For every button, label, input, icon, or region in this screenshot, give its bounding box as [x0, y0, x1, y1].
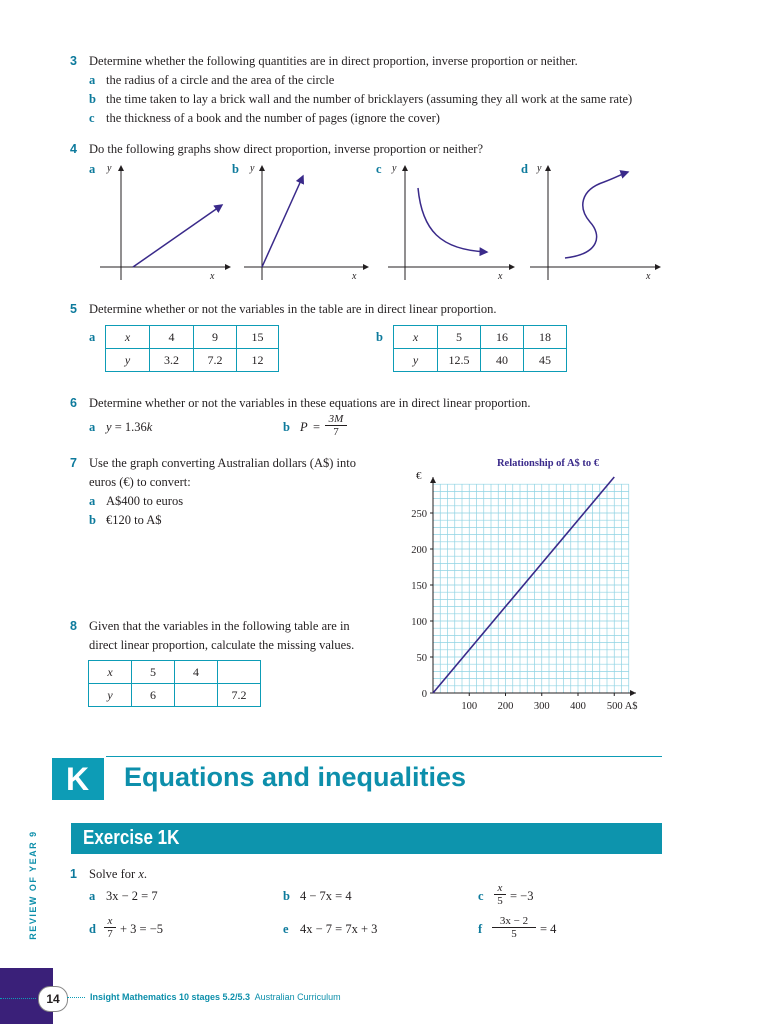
ex1c-rest: = −3 — [510, 889, 534, 903]
table-cell: 45 — [524, 349, 567, 372]
q7a-text: A$400 to euros — [106, 494, 184, 508]
table-cell: x — [89, 661, 132, 684]
table-cell: x — [106, 326, 150, 349]
graph-d-curve — [565, 172, 628, 258]
table-row — [394, 349, 567, 372]
x-tick-label: 100 — [461, 701, 478, 712]
ex1d-denominator: 7 — [107, 928, 113, 940]
q3c-text: the thickness of a book and the number of pages (ignore the cover) — [106, 111, 440, 125]
y-tick-label: 250 — [411, 509, 427, 520]
q7a-label: a — [89, 494, 96, 508]
q6b-numerator: 3M — [325, 413, 347, 426]
q4-number: 4 — [70, 142, 77, 156]
ex1d-label: d — [89, 922, 96, 936]
footer-book: Insight Mathematics 10 stages 5.2/5.3 — [90, 992, 251, 1002]
q7-number: 7 — [70, 456, 77, 470]
ex1d-rest: + 3 = −5 — [120, 922, 164, 936]
chart-title: Relationship of A$ to € — [496, 458, 600, 469]
graph-a-curve — [133, 205, 222, 267]
q4c-label: c — [376, 162, 382, 176]
graph-d — [530, 166, 660, 280]
table-cell: 12 — [237, 349, 279, 372]
q6a-label: a — [89, 420, 96, 434]
table-cell: 4 — [175, 661, 218, 684]
q6-number: 6 — [70, 396, 77, 410]
q5-text: Determine whether or not the variables in the table are in direct linear proportion. — [89, 302, 497, 316]
table-cell — [175, 684, 218, 707]
q4-text: Do the following graphs show direct proportion, inverse proportion or neither? — [89, 142, 484, 156]
section-rule — [106, 756, 662, 757]
ex1f-label: f — [478, 922, 483, 936]
graph-b-curve — [262, 176, 303, 267]
ex1a-label: a — [89, 889, 96, 903]
q6b-label: b — [283, 420, 290, 434]
ex1e-equation: 4x − 7 = 7x + 3 — [300, 922, 378, 936]
q3-text: Determine whether the following quantities are in direct proportion, inverse proportion or neither. — [89, 54, 578, 68]
q6a-var: k — [146, 420, 153, 434]
table-cell: 40 — [481, 349, 524, 372]
table-cell: x — [394, 326, 438, 349]
x-tick-label: 500 A$ — [606, 701, 638, 712]
y-axis-arrow — [430, 477, 436, 483]
ex1f-numerator: 3x − 2 — [492, 915, 536, 928]
table-row — [106, 349, 279, 372]
graph-b — [244, 166, 368, 280]
q6a-equation — [106, 420, 152, 435]
y-tick-label: 50 — [416, 653, 427, 664]
table-cell — [218, 661, 261, 684]
ex1d-fraction — [104, 915, 116, 940]
q6a-lhs: y — [106, 420, 112, 434]
ex1-text — [89, 867, 147, 882]
q7b-text: €120 to A$ — [106, 513, 162, 527]
graph-c-xlabel: x — [498, 271, 503, 282]
q3-number: 3 — [70, 54, 77, 68]
table-cell: 7.2 — [218, 684, 261, 707]
q8-line2: direct linear proportion, calculate the missing values. — [89, 638, 355, 652]
q8-line1: Given that the variables in the following table are in — [89, 619, 350, 633]
table-cell: 7.2 — [194, 349, 237, 372]
q6-text: Determine whether or not the variables in these equations are in direct linear proportion. — [89, 396, 531, 410]
q7b-label: b — [89, 513, 96, 527]
ex1-text-post: . — [143, 867, 147, 881]
q6b-fraction — [325, 413, 347, 438]
table-cell: 4 — [150, 326, 194, 349]
ex1-text-pre: Solve for — [89, 867, 136, 881]
section-title: Equations and inequalities — [124, 762, 467, 792]
table-row — [106, 326, 279, 349]
table-cell: 5 — [438, 326, 481, 349]
table-cell: 18 — [524, 326, 567, 349]
q4a-label: a — [89, 162, 96, 176]
footer-dots — [0, 998, 36, 999]
q5-number: 5 — [70, 302, 77, 316]
q4-graphs — [0, 0, 768, 300]
ex1f-rest: = 4 — [540, 922, 557, 936]
graph-b-xlabel: x — [352, 271, 357, 282]
q7-line2: euros (€) to convert: — [89, 475, 191, 489]
graph-d-ylabel: y — [537, 163, 542, 174]
currency-chart — [390, 465, 650, 720]
graph-b-ylabel: y — [250, 163, 255, 174]
q3b-text: the time taken to lay a brick wall and the number of bricklayers (assuming they all work at the same rate) — [106, 92, 633, 106]
ex1c-fraction — [494, 882, 506, 907]
ex1c-denominator: 5 — [497, 895, 503, 907]
graph-c-curve — [418, 188, 487, 252]
q5a-table — [105, 325, 279, 372]
table-cell: 12.5 — [438, 349, 481, 372]
table-cell: 16 — [481, 326, 524, 349]
ex1b-label: b — [283, 889, 290, 903]
chart-ylabel: € — [416, 470, 422, 482]
exercise-title: Exercise 1K — [83, 827, 180, 849]
table-cell: 3.2 — [150, 349, 194, 372]
q6b-denominator: 7 — [333, 426, 339, 438]
q8-number: 8 — [70, 619, 77, 633]
table-cell: 5 — [132, 661, 175, 684]
page-number: 14 — [38, 986, 68, 1012]
q7-line1: Use the graph converting Australian dollars (A$) into — [89, 456, 356, 470]
y-tick-label: 100 — [411, 617, 427, 628]
q4d-label: d — [521, 162, 528, 176]
sidebar-chapter-label: REVIEW OF YEAR 9 — [28, 830, 38, 940]
ex1-number: 1 — [70, 867, 77, 881]
ex1c-label: c — [478, 889, 484, 903]
q3a-label: a — [89, 73, 96, 87]
footer-text — [90, 992, 341, 1002]
q6b-lhs: P — [300, 420, 308, 434]
x-tick-label: 400 — [570, 701, 586, 712]
table-cell: y — [394, 349, 438, 372]
graph-d-xlabel: x — [646, 271, 651, 282]
footer-curriculum: Australian Curriculum — [254, 992, 341, 1002]
table-row — [89, 661, 261, 684]
graph-a-ylabel: y — [107, 163, 112, 174]
ex1e-label: e — [283, 922, 289, 936]
q6a-rhs: = 1.36 — [114, 420, 147, 434]
graph-a — [100, 166, 230, 280]
x-tick-label: 200 — [497, 701, 514, 712]
q5b-table — [393, 325, 567, 372]
q8-table — [88, 660, 261, 707]
ex1d-numerator: x — [104, 915, 116, 928]
graph-c — [388, 166, 514, 280]
q5b-label: b — [376, 330, 383, 344]
q5a-label: a — [89, 330, 96, 344]
ex1f-fraction — [492, 915, 536, 940]
q3a-text: the radius of a circle and the area of the circle — [106, 73, 335, 87]
q3c-label: c — [89, 111, 95, 125]
section-letter: K — [66, 761, 90, 797]
table-row — [89, 684, 261, 707]
x-tick-label: 300 — [533, 701, 550, 712]
y-tick-label: 200 — [411, 545, 427, 556]
q6b-eq: = — [313, 420, 321, 434]
ex1f-denominator: 5 — [511, 928, 517, 940]
table-row — [394, 326, 567, 349]
graph-a-xlabel: x — [210, 271, 215, 282]
graph-c-ylabel: y — [392, 163, 397, 174]
y-tick-label: 0 — [421, 689, 427, 700]
table-cell: 9 — [194, 326, 237, 349]
x-axis-arrow — [630, 690, 636, 696]
footer-dots-right — [67, 997, 85, 998]
table-cell: y — [106, 349, 150, 372]
ex1a-equation: 3x − 2 = 7 — [106, 889, 158, 903]
table-cell: y — [89, 684, 132, 707]
ex1c-numerator: x — [494, 882, 506, 895]
ex1b-equation: 4 − 7x = 4 — [300, 889, 352, 903]
y-tick-label: 150 — [411, 581, 427, 592]
q3b-label: b — [89, 92, 96, 106]
table-cell: 15 — [237, 326, 279, 349]
table-cell: 6 — [132, 684, 175, 707]
ex1-text-var: x — [138, 867, 144, 881]
q4b-label: b — [232, 162, 239, 176]
